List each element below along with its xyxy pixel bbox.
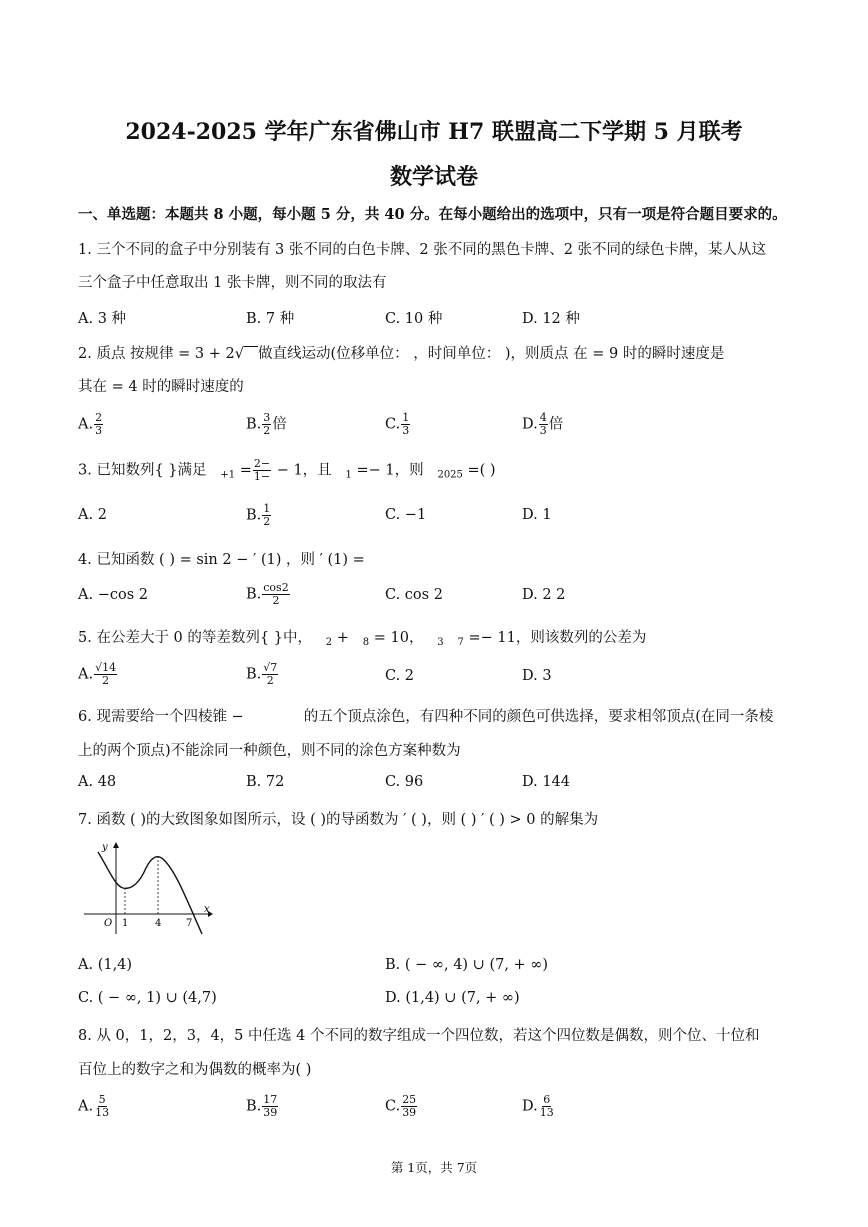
q2-line1 [78, 342, 724, 363]
fraction: $\frac{5}{13}$ [95, 1093, 110, 1119]
q2-option-c: C. $\frac{1}{3}$ [385, 411, 410, 437]
q4-option-d: D. 2 2 [522, 587, 566, 603]
q4-option-b: B. $\frac{\cos 2}{2}$ [246, 581, 289, 607]
q8-option-a: A. $\frac{5}{13}$ [78, 1093, 110, 1119]
q2-option-a: A. $\frac{2}{3}$ [78, 411, 103, 437]
fraction: $\frac{17}{39}$ [263, 1093, 278, 1119]
q3-option-c: C. −1 [385, 507, 427, 523]
q5-option-a: A. $\frac{√14}{2}$ [78, 661, 117, 687]
q6-line1: 6. 现需要给一个四棱锥 − 的五个顶点涂色，有四种不同的颜色可供选择，要求相邻顶点(在同一条棱 [78, 709, 774, 725]
q8-option-c: C. $\frac{25}{39}$ [385, 1093, 417, 1119]
fraction: $\frac{1}{3}$ [402, 411, 410, 437]
fraction: $\frac{25}{39}$ [402, 1093, 417, 1119]
q1-line1: 1. 三个不同的盒子中分别装有 3 张不同的白色卡牌、2 张不同的黑色卡牌、2 张不同的绿色卡牌，某人从这 [78, 242, 767, 258]
q8-option-b: B. $\frac{17}{39}$ [246, 1093, 278, 1119]
q4-option-a: A. −cos 2 [78, 587, 148, 603]
q7-option-d: D. (1,4) ∪ (7, + ∞) [385, 990, 520, 1006]
q2-line1-a: 2. 质点 按规律 = 3 + 2 [78, 346, 235, 362]
q7-option-c: C. ( − ∞, 1) ∪ (4,7) [78, 990, 217, 1006]
q1-option-a: A. 3 种 [78, 311, 127, 327]
fraction: $\frac{2-}{1-}$ [253, 457, 271, 483]
q2-line1-b: 做直线运动(位移单位： ，时间单位： )，则质点 在 = 9 时的瞬时速度是 [258, 346, 725, 362]
q5-line: 5. 在公差大于 0 的等差数列{ }中， $_2$ + $_8$ = 10， $_3$ $_7$ =− 11，则该数列的公差为 [78, 630, 647, 648]
q4-line: 4. 已知函数 ( ) = sin 2 − ′ (1) ，则 ′ (1) = [78, 552, 365, 568]
q6-option-a: A. 48 [78, 774, 117, 790]
tick-4: 4 [155, 918, 162, 929]
sqrt-symbol: √ [235, 346, 258, 362]
page-title: 2024-2025 学年广东省佛山市 H7 联盟高二下学期 5 月联考 [125, 119, 743, 145]
section-heading: 一、单选题：本题共 8 小题，每小题 5 分，共 40 分。在每小题给出的选项中，只有一项是符合题目要求的。 [78, 206, 787, 223]
fraction: $\frac{2}{3}$ [95, 411, 103, 437]
q2-option-b: B. $\frac{3}{2}$ 倍 [246, 411, 287, 437]
q7-option-a: A. (1,4) [78, 957, 133, 973]
fraction: $\frac{√14}{2}$ [95, 661, 117, 687]
q5-option-d: D. 3 [522, 668, 552, 684]
origin-label: O [104, 918, 113, 929]
tick-1: 1 [122, 918, 129, 929]
q3-line: 3. 已知数列{ }满足 $_{+1}$ = $\frac{2-}{1-}$ − 1，且 $_1$ =− 1，则 $_{2025}$ =( ) [78, 457, 496, 483]
q2-option-d: D. $\frac{4}{3}$ 倍 [522, 411, 564, 437]
fraction: $\frac{\cos 2}{2}$ [263, 581, 289, 607]
q3-option-d: D. 1 [522, 507, 552, 523]
fraction: $\frac{6}{13}$ [539, 1093, 554, 1119]
q5-option-b: B. $\frac{√7}{2}$ [246, 661, 278, 687]
q1-option-d: D. 12 种 [522, 311, 580, 327]
q3-option-a: A. 2 [78, 507, 107, 523]
q8-line2: 百位上的数字之和为偶数的概率为( ) [78, 1062, 312, 1078]
q6-option-c: C. 96 [385, 774, 424, 790]
q8-option-d: D. $\frac{6}{13}$ [522, 1093, 554, 1119]
q6-option-d: D. 144 [522, 774, 571, 790]
function-graph [80, 838, 215, 938]
q8-line1: 8. 从 0，1，2，3，4，5 中任选 4 个不同的数字组成一个四位数，若这个四位数是偶数，则个位、十位和 [78, 1028, 760, 1044]
q1-line2: 三个盒子中任意取出 1 张卡牌，则不同的取法有 [78, 275, 387, 291]
fraction: $\frac{4}{3}$ [539, 411, 547, 437]
page-number: 第 1页，共 7页 [390, 1160, 478, 1175]
q4-option-c: C. cos 2 [385, 587, 443, 603]
fraction: $\frac{1}{2}$ [263, 502, 271, 528]
q1-option-b: B. 7 种 [246, 311, 295, 327]
q7-option-b: B. ( − ∞, 4) ∪ (7, + ∞) [385, 957, 549, 973]
q3-option-b: B. $\frac{1}{2}$ [246, 502, 271, 528]
y-label: y [102, 842, 108, 853]
fraction: $\frac{3}{2}$ [263, 411, 271, 437]
tick-7: 7 [186, 918, 193, 929]
q7-line: 7. 函数 ( )的大致图象如图所示，设 ( )的导函数为 ′ ( )，则 ( ) ′ ( ) > 0 的解集为 [78, 812, 599, 828]
q5-option-c: C. 2 [385, 668, 415, 684]
q6-option-b: B. 72 [246, 774, 285, 790]
page-subtitle: 数学试卷 [389, 164, 478, 190]
x-label: x [204, 904, 210, 915]
q2-line2: 其在 = 4 时的瞬时速度的 [78, 379, 244, 395]
q6-line2: 上的两个顶点)不能涂同一种颜色，则不同的涂色方案种数为 [78, 743, 461, 759]
q1-option-c: C. 10 种 [385, 311, 443, 327]
y-axis-arrow [113, 842, 119, 848]
fraction: $\frac{√7}{2}$ [263, 661, 278, 687]
